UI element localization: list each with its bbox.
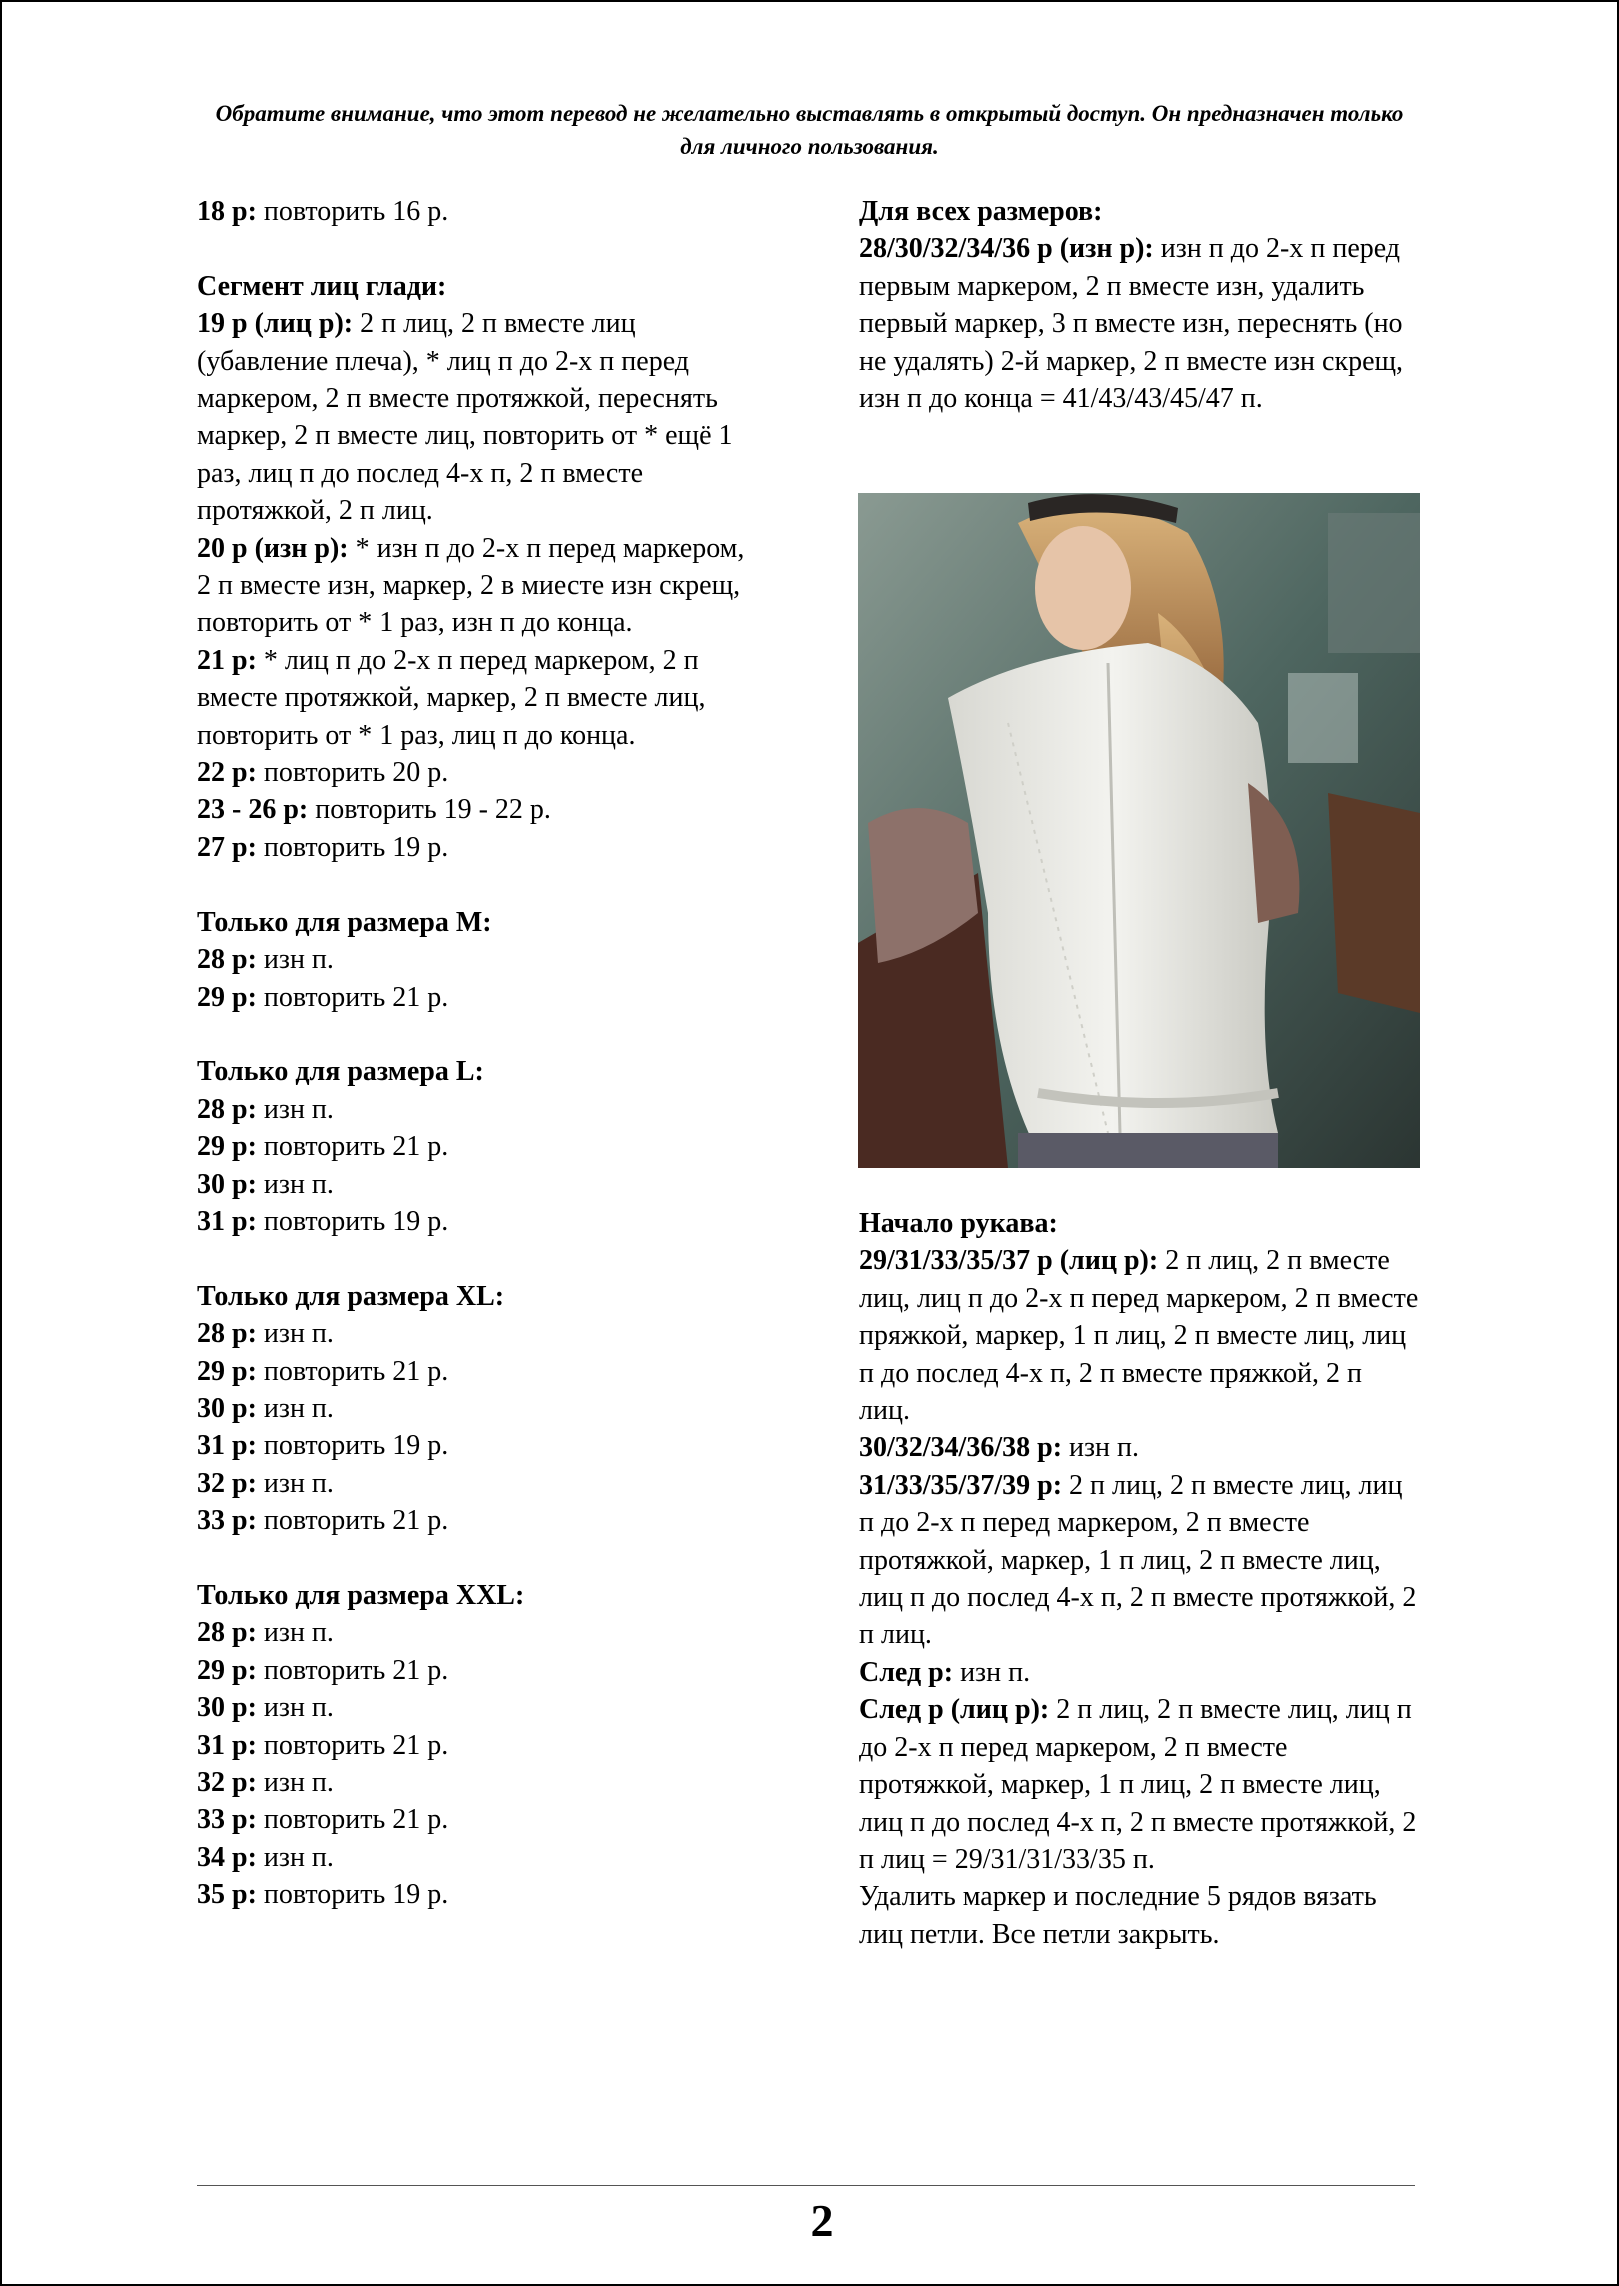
section-heading (197, 1278, 762, 1315)
instruction-text: повторить 19 р. (256, 1205, 449, 1237)
row-label: След р (лиц р): (859, 1694, 1050, 1726)
row-label: 29 р: (197, 1355, 257, 1387)
instruction-text: повторить 19 р. (256, 831, 449, 863)
row-label: 28/30/32/34/36 р (изн р): (859, 233, 1154, 265)
instruction-paragraph (859, 1242, 1419, 1429)
row-label: 30 р: (197, 1168, 257, 1200)
instruction-text: повторить 21 р. (256, 1654, 449, 1686)
row-label: 29 р: (197, 1654, 257, 1686)
instruction-paragraph (197, 1689, 762, 1726)
instruction-text: изн п. (256, 1318, 334, 1350)
paragraph-spacer (197, 1016, 762, 1053)
instruction-text: изн п. (256, 1692, 334, 1724)
instruction-paragraph (197, 1727, 762, 1764)
instruction-paragraph (197, 754, 762, 791)
instruction-paragraph (197, 530, 762, 642)
row-label: Только для размера XL: (197, 1280, 505, 1312)
row-label: След р: (859, 1656, 954, 1688)
instruction-paragraph (197, 1128, 762, 1165)
row-label: 31 р: (197, 1430, 257, 1462)
left-column (197, 193, 762, 1914)
row-label: 30/32/34/36/38 р: (859, 1432, 1063, 1464)
row-label: Только для размера M: (197, 906, 492, 938)
instruction-paragraph (197, 1876, 762, 1913)
instruction-paragraph (859, 1467, 1419, 1654)
row-label: Только для размера XXL: (197, 1579, 525, 1611)
instruction-text: повторить 19 р. (256, 1879, 449, 1911)
instruction-text: повторить 16 р. (256, 196, 449, 227)
instruction-text: изн п. (256, 1467, 334, 1499)
instruction-paragraph (859, 230, 1419, 417)
photo-white-knitted-vest (858, 493, 1420, 1168)
instruction-paragraph (197, 1427, 762, 1464)
instruction-paragraph (197, 193, 762, 230)
instruction-text: 2 п лиц, 2 п вместе лиц, лиц п до 2-х п перед маркером, 2 п вместе протяжкой, маркер, 1 п лиц, 2 п вместе лиц, лиц п до послед 4-х п, 2 п вместе протяжкой, 2 п лиц. (859, 1469, 1417, 1651)
row-label: 23 - 26 р: (197, 794, 309, 826)
instruction-paragraph (859, 1878, 1419, 1953)
instruction-paragraph (859, 1691, 1419, 1878)
instruction-text: повторить 19 - 22 р. (308, 794, 551, 826)
row-label: 32 р: (197, 1766, 257, 1798)
right-column-bottom (859, 1205, 1419, 1953)
instruction-text: изн п. (256, 1766, 334, 1798)
row-label: 20 р (изн р): (197, 532, 349, 564)
section-heading (197, 1053, 762, 1090)
instruction-paragraph (197, 1801, 762, 1838)
instruction-text: повторить 20 р. (256, 757, 449, 789)
instruction-text: изн п. (953, 1656, 1031, 1688)
page-number: 2 (810, 2195, 834, 2246)
instruction-text: повторить 21 р. (256, 1355, 449, 1387)
instruction-paragraph (197, 1390, 762, 1427)
row-label: 29 р: (197, 1131, 257, 1163)
instruction-text: 2 п лиц, 2 п вместе лиц, лиц п до 2-х п перед маркером, 2 п вместе пряжкой, маркер, 1 п лиц, 2 п вместе лиц, лиц п до послед 4-х п, 2 п вместе пряжкой, 2 п лиц. (859, 1245, 1419, 1427)
instruction-paragraph (197, 1502, 762, 1539)
row-label: Сегмент лиц глади: (197, 270, 447, 302)
row-label: 28 р: (197, 1617, 257, 1649)
instruction-paragraph (197, 1652, 762, 1689)
row-label: 29 р: (197, 981, 257, 1013)
row-label: 35 р: (197, 1879, 257, 1911)
instruction-text: изн п. (256, 1168, 334, 1200)
section-heading (197, 904, 762, 941)
row-label: 28 р: (197, 1093, 257, 1125)
instruction-paragraph (197, 1839, 762, 1876)
section-heading (197, 1577, 762, 1614)
instruction-paragraph (197, 1465, 762, 1502)
instruction-paragraph (197, 1315, 762, 1352)
row-label: 28 р: (197, 944, 257, 976)
instruction-paragraph (197, 1764, 762, 1801)
instruction-paragraph (197, 941, 762, 978)
instruction-paragraph (197, 1203, 762, 1240)
row-label: 31/33/35/37/39 р: (859, 1469, 1063, 1501)
instruction-text: повторить 21 р. (256, 1729, 449, 1761)
section-heading (859, 1205, 1419, 1242)
instruction-paragraph (197, 1614, 762, 1651)
row-label: 30 р: (197, 1692, 257, 1724)
instruction-paragraph (197, 1166, 762, 1203)
row-label: 29/31/33/35/37 р (лиц р): (859, 1245, 1159, 1277)
instruction-text: повторить 19 р. (256, 1430, 449, 1462)
row-label: 27 р: (197, 831, 257, 863)
right-column-top (859, 193, 1419, 417)
instruction-text: изн п. (256, 1093, 334, 1125)
instruction-text: изн п. (256, 1392, 334, 1424)
instruction-paragraph (197, 1091, 762, 1128)
instruction-text: изн п до 2-х п перед первым маркером, 2 п вместе изн, удалить первый маркер, 3 п вместе изн, переснять (но не удалять) 2-й маркер, 2 п вместе изн скрещ, изн п до конца = 41/43/43/45/47 п. (859, 233, 1404, 415)
paragraph-spacer (197, 866, 762, 903)
row-label: 28 р: (197, 1318, 257, 1350)
instruction-text: повторить 21 р. (256, 1131, 449, 1163)
row-label: Для всех размеров: (859, 196, 1103, 227)
instruction-text: повторить 21 р. (256, 981, 449, 1013)
instruction-paragraph (197, 979, 762, 1016)
instruction-paragraph (197, 1353, 762, 1390)
instruction-paragraph (197, 791, 762, 828)
section-heading (859, 193, 1419, 230)
paragraph-spacer (197, 230, 762, 267)
footer-divider (197, 2185, 1415, 2186)
row-label: Начало рукава: (859, 1208, 1058, 1239)
row-label: 22 р: (197, 757, 257, 789)
instruction-text: изн п. (256, 944, 334, 976)
instruction-paragraph (197, 642, 762, 754)
row-label: 30 р: (197, 1392, 257, 1424)
row-label: 32 р: (197, 1467, 257, 1499)
section-heading (197, 268, 762, 305)
row-label: 18 р: (197, 196, 257, 227)
instruction-text: 2 п лиц, 2 п вместе лиц (убавление плеча), * лиц п до 2-х п перед маркером, 2 п вместе протяжкой, переснять маркер, 2 п вместе лиц, повторить от * ещё 1 раз, лиц п до послед 4-х п, 2 п вместе протяжкой, 2 п лиц. (197, 308, 733, 527)
translation-notice: Обратите внимание, что этот перевод не желательно выставлять в открытый доступ. Он предназначен только для личного пользования. (215, 101, 1404, 159)
row-label: 34 р: (197, 1841, 257, 1873)
instruction-text: * изн п до 2-х п перед маркером, 2 п вместе изн, маркер, 2 в миесте изн скрещ, повторить от * 1 раз, изн п до конца. (197, 532, 745, 639)
paragraph-spacer (197, 1540, 762, 1577)
row-label: 33 р: (197, 1505, 257, 1537)
row-label: 33 р: (197, 1804, 257, 1836)
instruction-text: Удалить маркер и последние 5 рядов вязать лиц петли. Все петли закрыть. (859, 1881, 1377, 1950)
row-label: 21 р: (197, 644, 257, 676)
instruction-text: повторить 21 р. (256, 1505, 449, 1537)
instruction-paragraph (197, 829, 762, 866)
instruction-text: изн п. (256, 1841, 334, 1873)
instruction-text: * лиц п до 2-х п перед маркером, 2 п вместе протяжкой, маркер, 2 п вместе лиц, повторить от * 1 раз, лиц п до конца. (197, 644, 706, 751)
instruction-paragraph (859, 1654, 1419, 1691)
row-label: 19 р (лиц р): (197, 308, 354, 340)
instruction-text: изн п. (1062, 1432, 1140, 1464)
instruction-paragraph (197, 305, 762, 529)
row-label: 31 р: (197, 1205, 257, 1237)
paragraph-spacer (197, 1240, 762, 1277)
instruction-paragraph (859, 1429, 1419, 1466)
instruction-text: изн п. (256, 1617, 334, 1649)
instruction-text: повторить 21 р. (256, 1804, 449, 1836)
row-label: Только для размера L: (197, 1056, 484, 1088)
row-label: 31 р: (197, 1729, 257, 1761)
instruction-text: 2 п лиц, 2 п вместе лиц, лиц п до 2-х п перед маркером, 2 п вместе протяжкой, маркер, 1 п лиц, 2 п вместе лиц, лиц п до послед 4-х п, 2 п вместе протяжкой, 2 п лиц = 29/31/31/33/35 п. (859, 1694, 1417, 1875)
